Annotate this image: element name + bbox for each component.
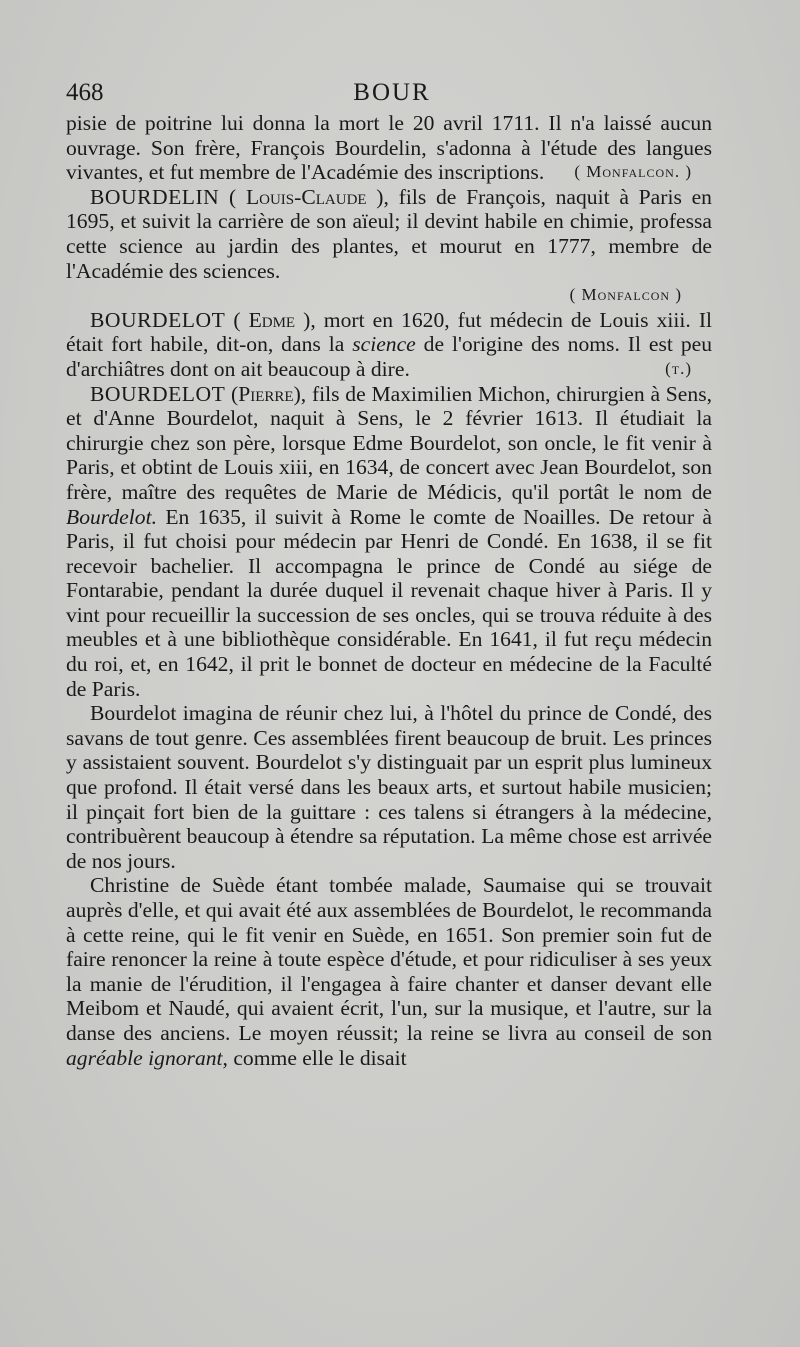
page-header — [66, 78, 718, 108]
entry-bourdelot-pierre — [66, 382, 712, 702]
continuation-paragraph — [66, 111, 712, 185]
paragraph-text: pisie de poitrine lui donna la mort le 20 avril 1711. Il n'a laissé aucun ouvrage. Son frère, François Bourdelin, s'adonna à l'étude des langues vivantes, et fut membre de l'Académie des inscriptions. — [66, 111, 712, 185]
author-signature: (t.) — [665, 358, 692, 378]
author-signature: ( Monfalcon ) — [569, 285, 682, 305]
paragraph-text: , comme elle le disait — [222, 1045, 407, 1070]
entry-bourdelin — [66, 185, 712, 283]
entry-text: , mort en 1620, fut médecin de Louis xiii. Il était fort habile, dit-on, dans la — [66, 307, 713, 357]
entry-bourdelot-edme — [66, 308, 712, 382]
entry-name: BOURDELOT — [90, 307, 226, 332]
entry-name: BOURDELIN — [90, 184, 220, 209]
entry-text: , fils de François, naquit à Paris en 1695, et suivit la carrière de son aïeul; il devint habile en chimie, professa cette science au jardin des plantes, et mourut en 1777, membre de l'Académie des sciences. — [66, 184, 712, 283]
entry-name: BOURDELOT — [90, 381, 226, 406]
page-number: 468 — [66, 79, 104, 106]
author-signature: ( Monfalcon. ) — [574, 162, 692, 182]
paragraph-text: Christine de Suède étant tombée malade, Saumaise qui se trouvait auprès d'elle, et qui avait été aux assemblées de Bourdelot, le recommanda à cette reine, qui le fit venir en Suède, en 1651. Son premier soin fut de faire renoncer la reine à toute espèce d'étude, et pour ridiculiser à ses yeux la manie de l'érudition, il l'engagea à faire chanter et danser devant elle Meibom et Naudé, qui avaient écrit, l'un, sur la musique, et l'autre, sur la danse des anciens. Le moyen réussit; la reine se livra au conseil de son — [66, 873, 712, 1045]
entry-text: , fils de Maximilien Michon, chirurgien à Sens, et d'Anne Bourdelot, naquit à Sens, le 2 février 1613. Il étudiait la chirurgie chez son père, lorsque Edme Bourdelot, son oncle, le fit venir à Paris, et obtint de Louis xiii, en 1634, de concert avec Jean Bourdelot, son frère, maître des requêtes de Marie de Médicis, qu'il portât le nom de — [66, 381, 712, 504]
paragraph: Bourdelot imagina de réunir chez lui, à l'hôtel du prince de Condé, des savans de tout genre. Ces assemblées firent beaucoup de bruit. Les princes y assistaient souvent. Bourdelot s'y distinguait par un esprit plus lumineux que profond. Il était versé dans les beaux arts, et surtout habile musicien; il pinçait fort bien de la guittare : ces talens si étrangers à la médecine, contribuèrent beaucoup à étendre sa réputation. La même chose est arrivée de nos jours. — [66, 701, 712, 873]
entry-forename: ( Edme ) — [233, 307, 311, 332]
entry-text: de l'origine des noms. Il est peu d'archiâtres dont on ait beaucoup à dire. — [66, 332, 712, 381]
italic-term: science — [352, 332, 416, 357]
body-text — [66, 111, 712, 1070]
entry-text: En 1635, il suivit à Rome le comte de Noailles. De retour à Paris, il fut choisi pour médecin par Henri de Condé. En 1638, il se fit recevoir bachelier. Il accompagna le prince de Condé au siége de Fontarabie, pendant la durée duquel il revenait chaque hiver à Paris. Il y vint pour recueillir la succession de ses oncles, qui se trouva réduite à des meubles et à une bibliothèque considérable. En 1641, il fut reçu médecin du roi, et, en 1642, il prit le bonnet de docteur en médecine de la Faculté de Paris. — [66, 504, 712, 701]
italic-term: Bourdelot. — [66, 504, 157, 529]
entry-forename: ( Louis-Claude ) — [229, 184, 384, 209]
running-head: BOUR — [353, 79, 431, 106]
italic-term: agréable ignorant — [66, 1045, 223, 1070]
entry-forename: (Pierre) — [231, 381, 301, 406]
paragraph — [66, 873, 712, 1070]
